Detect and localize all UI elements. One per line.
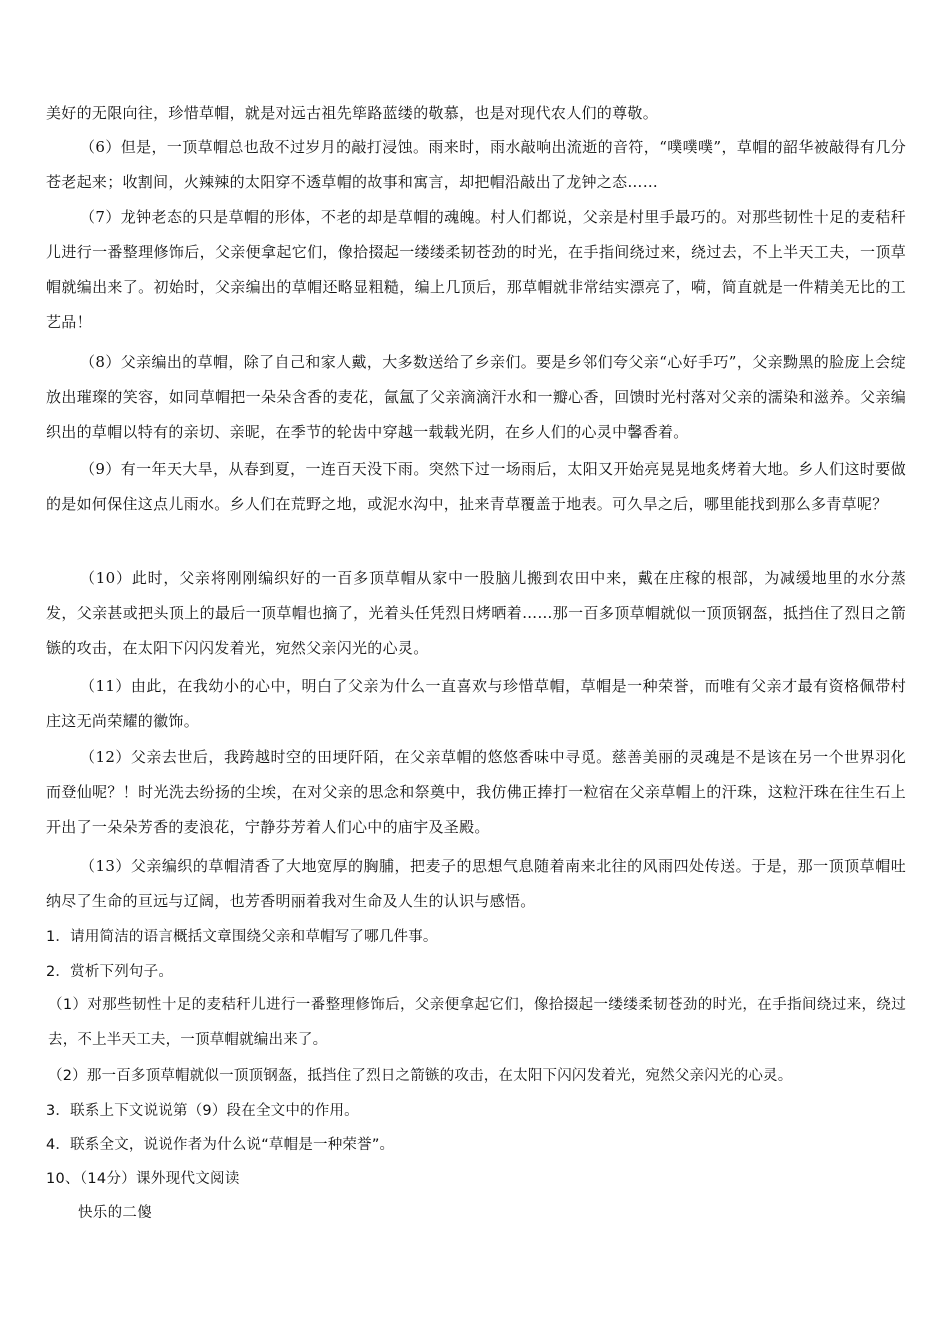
article-title: 快乐的二傻	[78, 1205, 152, 1221]
section-heading: 10、（14分）课外现代文阅读	[46, 1171, 240, 1187]
paragraph-7: （7）龙钟老态的只是草帽的形体，不老的却是草帽的魂魄。村人们都说，父亲是村里手最巧的。对那些韧性十足的麦秸秆儿进行一番整理修饰后，父亲便拿起它们，像拾掇起一缕缕柔韧苍劲的时光，在手指间绕过来，绕过去，不上半天工夫，一顶草帽就编出来了。初始时，父亲编出的草帽还略显粗糙，编上几顶后，那草帽就非常结实漂亮了，嗬，简直就是一件精美无比的工艺品！	[46, 208, 906, 331]
question-1: 1．请用简洁的语言概括文章围绕父亲和草帽写了哪几件事。	[46, 929, 438, 945]
paragraph-9: （9）有一年天大旱，从春到夏，一连百天没下雨。突然下过一场雨后，太阳又开始亮晃晃地炙烤着大地。乡人们这时要做的是如何保住这点儿雨水。乡人们在荒野之地，或泥水沟中，扯来青草覆盖于地表。可久旱之后，哪里能找到那么多青草呢？	[46, 460, 906, 513]
paragraph-8: （8）父亲编出的草帽，除了自己和家人戴，大多数送给了乡亲们。要是乡邻们夸父亲“心好手巧”，父亲黝黑的脸庞上会绽放出璀璨的笑容，如同草帽把一朵朵含香的麦花，氤氲了父亲滴滴汗水和一瓣心香，回馈时光村落对父亲的濡染和滋养。父亲编织出的草帽以特有的亲切、亲昵，在季节的轮齿中穿越一载载光阴，在乡人们的心灵中馨香着。	[46, 353, 906, 441]
question-4: 4．联系全文，说说作者为什么说“草帽是一种荣誉”。	[46, 1137, 395, 1153]
question-2-sub-1: （1）对那些韧性十足的麦秸秆儿进行一番整理修饰后，父亲便拿起它们，像拾掇起一缕缕柔韧苍劲的时光，在手指间绕过来，绕过去，不上半天工夫，一顶草帽就编出来了。	[48, 997, 906, 1048]
paragraph-13: （13）父亲编织的草帽清香了大地宽厚的胸脯，把麦子的思想气息随着南来北往的风雨四处传送。于是，那一顶顶草帽吐纳尽了生命的亘远与辽阔，也芳香明丽着我对生命及人生的认识与感悟。	[46, 857, 906, 910]
paragraph-6: （6）但是，一顶草帽总也敌不过岁月的敲打浸蚀。雨来时，雨水敲响出流逝的音符，“噗噗噗”，草帽的韶华被敲得有几分苍老起来；收割间，火辣辣的太阳穿不透草帽的故事和寓言，却把帽沿敲出了龙钟之态……	[46, 138, 906, 191]
paragraph-10: （10）此时，父亲将刚刚编织好的一百多顶草帽从家中一股脑儿搬到农田中来，戴在庄稼的根部，为减缓地里的水分蒸发，父亲甚或把头顶上的最后一顶草帽也摘了，光着头任凭烈日烤晒着……那一百多顶草帽就似一顶顶钢盔，抵挡住了烈日之箭镞的攻击，在太阳下闪闪发着光，宛然父亲闪光的心灵。	[46, 569, 906, 657]
question-2-sub-2: （2）那一百多顶草帽就似一顶顶钢盔，抵挡住了烈日之箭镞的攻击，在太阳下闪闪发着光，宛然父亲闪光的心灵。	[48, 1068, 793, 1084]
paragraph-continuation: 美好的无限向往，珍惜草帽，就是对远古祖先筚路蓝缕的敬慕，也是对现代农人们的尊敬。	[46, 104, 659, 122]
paragraph-12: （12）父亲去世后，我跨越时空的田埂阡陌，在父亲草帽的悠悠香味中寻觅。慈善美丽的灵魂是不是该在另一个世界羽化而登仙呢？！时光洗去纷扬的尘埃，在对父亲的思念和祭奠中，我仿佛正捧打一粒宿在父亲草帽上的汗珠，这粒汗珠在往生石上开出了一朵朵芳香的麦浪花，宁静芬芳着人们心中的庙宇及圣殿。	[46, 748, 906, 836]
question-3: 3．联系上下文说说第（9）段在全文中的作用。	[46, 1103, 359, 1119]
paragraph-11: （11）由此，在我幼小的心中，明白了父亲为什么一直喜欢与珍惜草帽，草帽是一种荣誉，而唯有父亲才最有资格佩带村庄这无尚荣耀的徽饰。	[46, 677, 906, 730]
question-2: 2．赏析下列句子。	[46, 964, 174, 980]
